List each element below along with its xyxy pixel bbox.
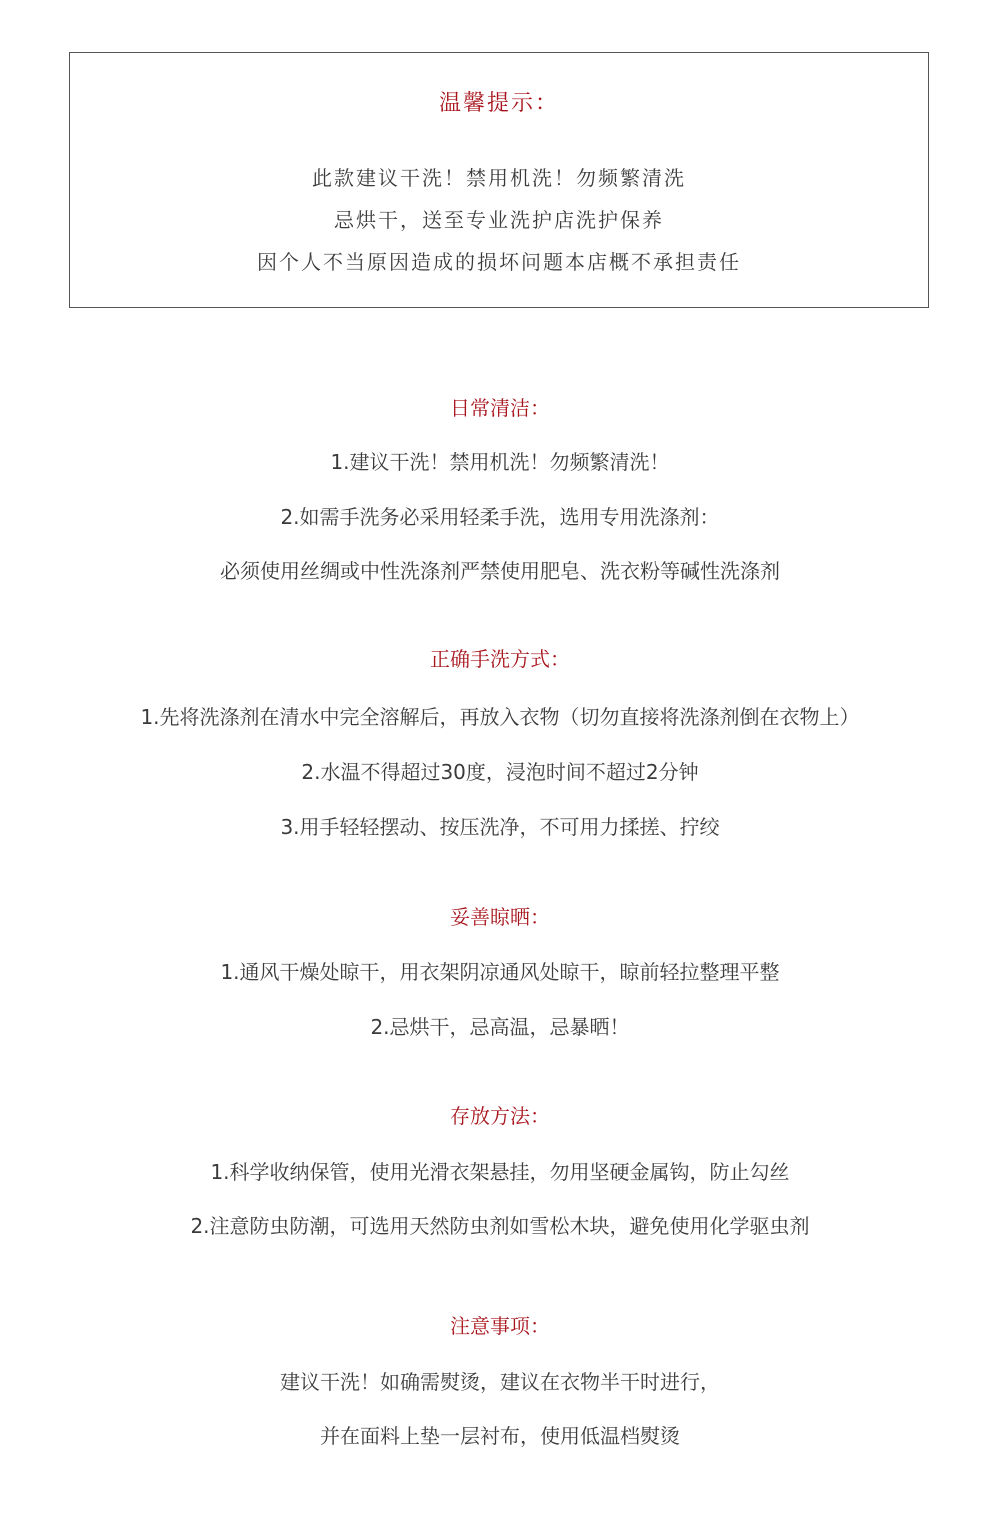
section-line: 建议干洗！如确需熨烫，建议在衣物半干时进行， [280,1370,720,1394]
section-title-hand-wash: 正确手洗方式： [430,647,570,671]
section-line: 1.科学收纳保管，使用光滑衣架悬挂，勿用坚硬金属钩，防止勾丝 [210,1160,790,1184]
section-line: 2.如需手洗务必采用轻柔手洗，选用专用洗涤剂： [280,505,720,529]
section-title-daily-cleaning: 日常清洁： [450,396,550,420]
section-line: 2.忌烘干，忌高温，忌暴晒！ [370,1015,630,1039]
section-line: 1.先将洗涤剂在清水中完全溶解后，再放入衣物（切勿直接将洗涤剂倒在衣物上） [140,705,860,729]
notice-line: 因个人不当原因造成的损坏问题本店概不承担责任 [257,250,741,274]
section-title-notes: 注意事项： [450,1314,550,1338]
notice-line: 此款建议干洗！禁用机洗！勿频繁清洗 [312,166,686,190]
notice-box [69,52,929,308]
section-line: 1.建议干洗！禁用机洗！勿频繁清洗！ [330,450,670,474]
section-line: 必须使用丝绸或中性洗涤剂严禁使用肥皂、洗衣粉等碱性洗涤剂 [220,559,780,583]
section-title-storage: 存放方法： [450,1104,550,1128]
section-line: 2.注意防虫防潮，可选用天然防虫剂如雪松木块，避免使用化学驱虫剂 [190,1214,810,1238]
section-line: 3.用手轻轻摆动、按压洗净，不可用力揉搓、拧绞 [280,815,720,839]
notice-title: 温馨提示： [438,91,559,116]
section-title-drying: 妥善晾晒： [450,905,550,929]
section-line: 1.通风干燥处晾干，用衣架阴凉通风处晾干，晾前轻拉整理平整 [220,960,780,984]
section-line: 并在面料上垫一层衬布，使用低温档熨烫 [320,1424,680,1448]
notice-line: 忌烘干，送至专业洗护店洗护保养 [334,208,664,232]
section-line: 2.水温不得超过30度，浸泡时间不超过2分钟 [301,760,699,784]
